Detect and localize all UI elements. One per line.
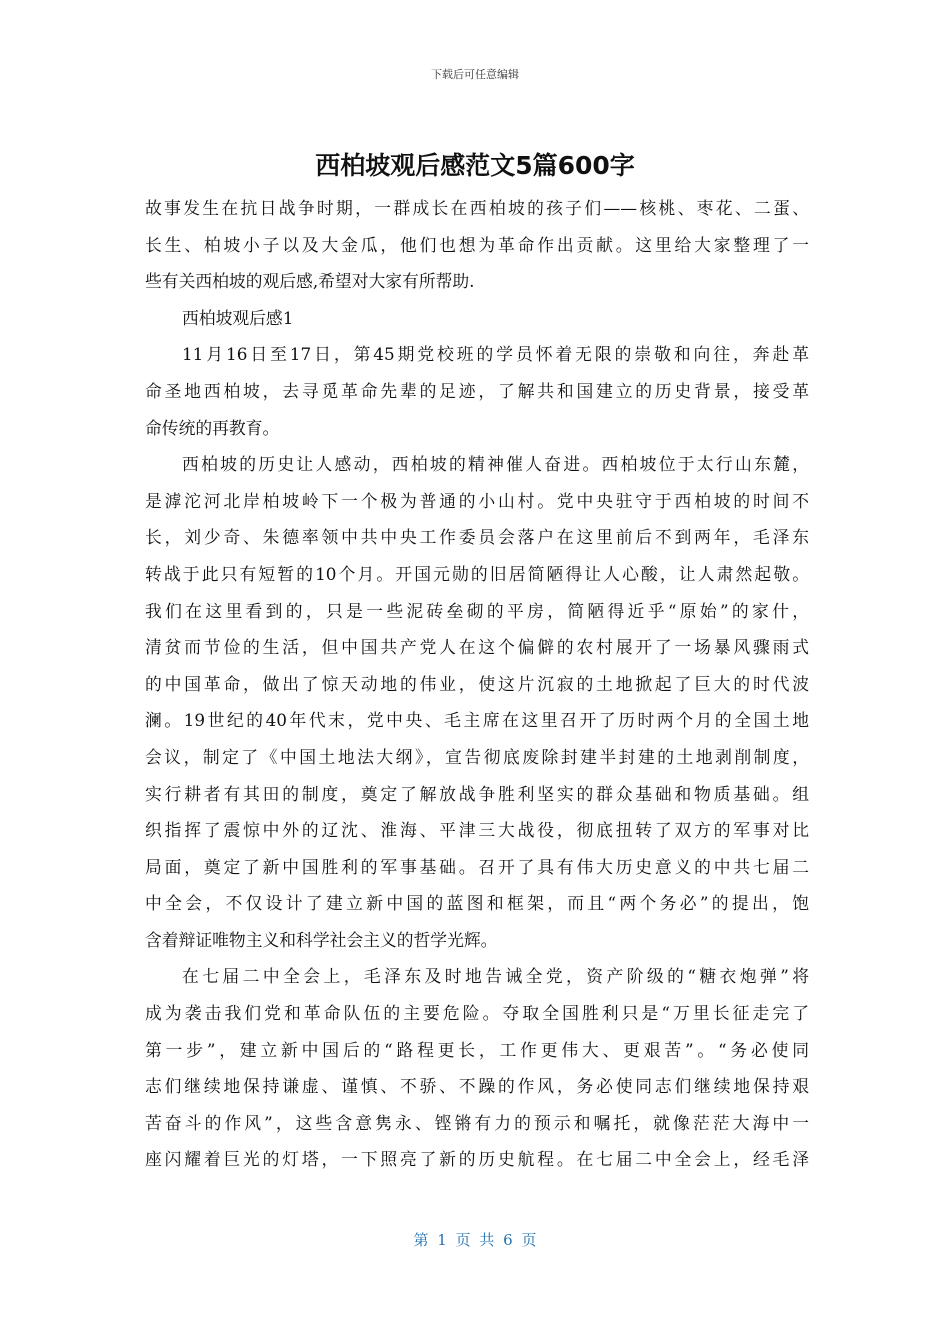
body-line: 志们继续地保持谦虚、谨慎、不骄、不躁的作风，务必使同志们继续地保持艰 <box>145 1076 809 1097</box>
body-line: 长，刘少奇、朱德率领中共中央工作委员会落户在这里前后不到两年，毛泽东 <box>145 527 809 548</box>
body-line: 实行耕者有其田的制度，奠定了解放战争胜利坚实的群众基础和物质基础。组 <box>145 783 809 804</box>
body-line: 座闪耀着巨光的灯塔，一下照亮了新的历史航程。在七届二中全会上，经毛泽 <box>145 1149 809 1170</box>
body-line: 中全会，不仅设计了建立新中国的蓝图和框架，而且“两个务必”的提出，饱 <box>145 893 809 914</box>
document-body <box>145 190 809 1178</box>
body-line: 含着辩证唯物主义和科学社会主义的哲学光辉。 <box>145 929 498 950</box>
body-line: 长生、柏坡小子以及大金瓜，他们也想为革命作出贡献。这里给大家整理了一 <box>145 234 809 255</box>
document-title: 西柏坡观后感范文5篇600字 <box>315 151 635 180</box>
body-line: 西柏坡的历史让人感动，西柏坡的精神催人奋进。西柏坡位于太行山东麓， <box>182 454 809 475</box>
body-line: 成为袭击我们党和革命队伍的主要危险。夺取全国胜利只是“万里长征走完了 <box>145 1003 809 1024</box>
body-line: 故事发生在抗日战争时期，一群成长在西柏坡的孩子们——核桃、枣花、二蛋、 <box>145 198 809 218</box>
body-line: 澜。19世纪的40年代末，党中央、毛主席在这里召开了历时两个月的全国土地 <box>145 710 809 731</box>
body-line: 11月16日至17日，第45期党校班的学员怀着无限的崇敬和向往，奔赴革 <box>182 344 809 365</box>
body-line: 我们在这里看到的，只是一些泥砖垒砌的平房，简陋得近乎“原始”的家什， <box>145 600 809 621</box>
body-line: 是滹沱河北岸柏坡岭下一个极为普通的小山村。党中央驻守于西柏坡的时间不 <box>145 490 809 511</box>
body-line: 织指挥了震惊中外的辽沈、淮海、平津三大战役，彻底扭转了双方的军事对比 <box>145 820 809 841</box>
body-line: 第一步”，建立新中国后的“路程更长，工作更伟大、更艰苦”。“务必使同 <box>145 1039 809 1060</box>
page-header: 下载后可任意编辑 <box>431 68 519 81</box>
section-heading: 西柏坡观后感1 <box>182 307 294 328</box>
body-line: 些有关西柏坡的观后感,希望对大家有所帮助. <box>145 271 475 292</box>
page-footer: 第 1 页 共 6 页 <box>413 1231 537 1249</box>
body-line: 局面，奠定了新中国胜利的军事基础。召开了具有伟大历史意义的中共七届二 <box>145 856 809 877</box>
body-line: 的中国革命，做出了惊天动地的伟业，使这片沉寂的土地掀起了巨大的时代波 <box>145 673 809 694</box>
body-line: 命传统的再教育。 <box>145 417 280 438</box>
body-line: 苦奋斗的作风”，这些含意隽永、铿锵有力的预示和嘱托，就像茫茫大海中一 <box>145 1112 809 1133</box>
body-line: 清贫而节俭的生活，但中国共产党人在这个偏僻的农村展开了一场暴风骤雨式 <box>145 637 809 658</box>
body-line: 命圣地西柏坡，去寻觅革命先辈的足迹，了解共和国建立的历史背景，接受革 <box>145 380 809 401</box>
body-line: 会议，制定了《中国土地法大纲》，宣告彻底废除封建半封建的土地剥削制度， <box>145 746 809 767</box>
body-line: 转战于此只有短暂的10个月。开国元勋的旧居简陋得让人心酸，让人肃然起敬。 <box>145 563 809 584</box>
body-line: 在七届二中全会上，毛泽东及时地告诫全党，资产阶级的“糖衣炮弹”将 <box>182 966 809 987</box>
